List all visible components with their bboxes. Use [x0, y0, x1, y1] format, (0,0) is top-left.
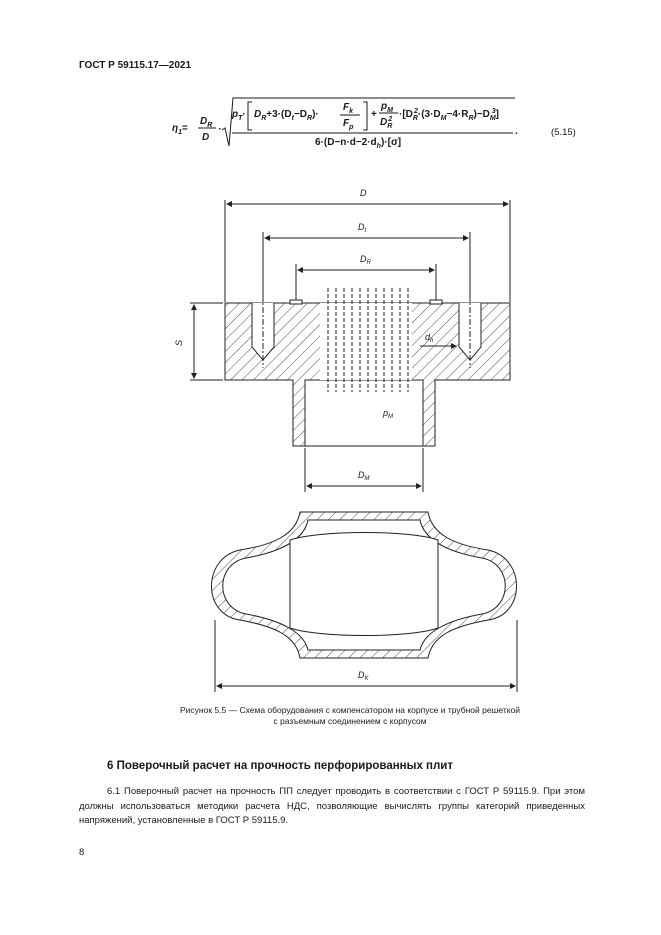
dr2: $D_R2$ — [380, 116, 393, 130]
formula-lhs: $\eta_1=$ — [172, 123, 188, 136]
label-DR: $D_R$ — [360, 254, 371, 266]
page-number: 8 — [79, 847, 85, 858]
figure-caption — [120, 705, 580, 727]
bracket-content: $D_R+3\cdot(D_t-D_R)\cdot$ — [254, 109, 319, 122]
svg-text:.: . — [515, 126, 518, 137]
coef-den: D — [202, 132, 210, 143]
caption-line-1: Рисунок 5.5 — Схема оборудования с компенсатором на корпусе и трубной решеткой — [180, 705, 520, 715]
denominator: $6\cdot(D-n\cdot d-2\cdot d_h)\cdot[\sigma]$ — [315, 137, 402, 148]
svg-text:·: · — [218, 124, 222, 135]
formula-5-15 — [170, 96, 530, 148]
label-dh: $d_h$ — [425, 332, 434, 344]
coef-num: $D_R$ — [200, 116, 213, 129]
document-header: ГОСТ Р 59115.17—2021 — [79, 60, 192, 71]
tail: $\cdot[D_R2\cdot(3\cdot D_M-4\cdot R_R)-D_M3]$ — [399, 108, 499, 122]
paragraph-6-1: 6.1 Поверочный расчет на прочность ПП следует проводить в соответствии с ГОСТ Р 59115.9. При этом должны использоваться методики расчета НДС, позволяющие вычислять группы категорий приведенных напряжений, установленные в ГОСТ Р 59115.9. — [79, 786, 585, 826]
fp: $F_p$ — [343, 118, 354, 131]
section-title: 6 Поверочный расчет на прочность перфорированных плит — [107, 760, 453, 772]
figure-5-5 — [170, 180, 530, 700]
fk: $F_k$ — [343, 102, 354, 115]
label-DK: $D_K$ — [358, 670, 369, 682]
equation-number: (5.15) — [551, 127, 576, 138]
label-S: S — [174, 339, 184, 346]
caption-line-2: с разъемным соединением с корпусом — [273, 716, 427, 726]
label-DM: $D_M$ — [358, 470, 370, 482]
pm: $p_M$ — [381, 101, 393, 114]
rho: $p_T\cdot$ — [232, 109, 246, 122]
label-D: D — [360, 188, 367, 198]
svg-text:+: + — [371, 109, 377, 120]
label-Dt: $D_t$ — [358, 222, 367, 234]
label-pM: $p_M$ — [383, 408, 394, 420]
